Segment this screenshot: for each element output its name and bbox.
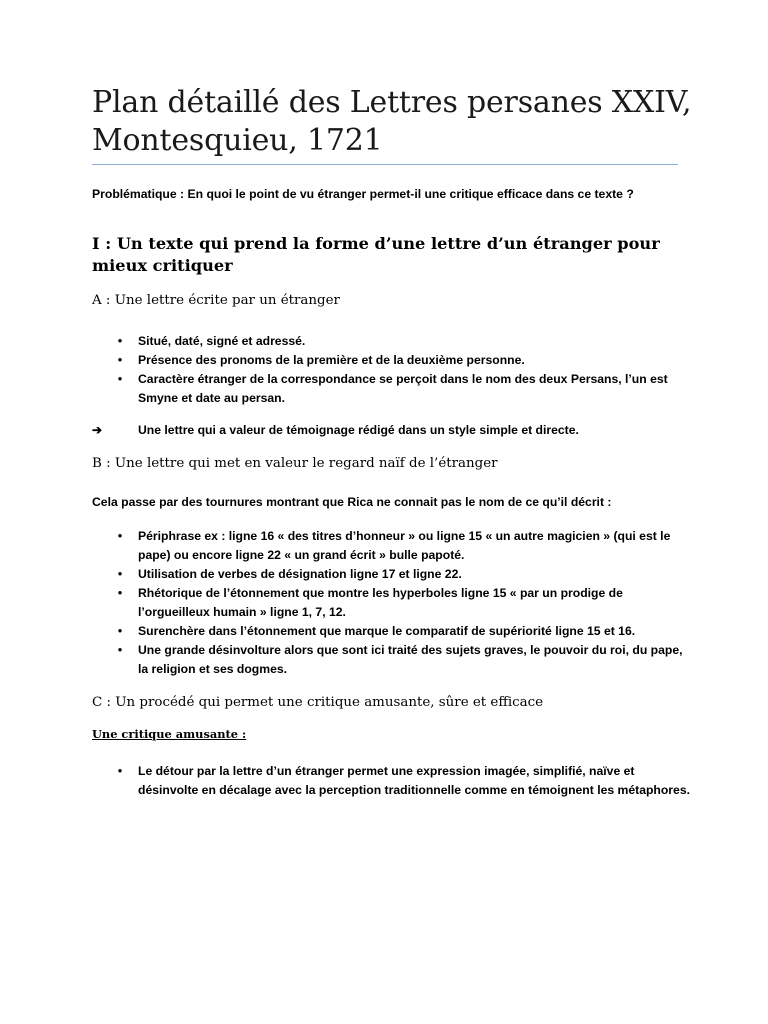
section-b-list bbox=[92, 527, 692, 679]
bullet-icon: • bbox=[117, 764, 123, 778]
bullet-icon: • bbox=[117, 353, 123, 367]
list-item: • Une grande désinvolture alors que sont ici traité des sujets graves, le pouvoir du roi, du pape, la religion et ses dogmes. bbox=[92, 641, 692, 679]
arrow-right-icon: ➔ bbox=[92, 423, 103, 437]
list-item: • Rhétorique de l’étonnement que montre les hyperboles ligne 15 « par un prodige de l’orgueilleux humain » ligne 1, 7, 12. bbox=[92, 584, 692, 622]
conclusion-text: Une lettre qui a valeur de témoignage rédigé dans un style simple et directe. bbox=[138, 423, 579, 437]
part1-heading: I : Un texte qui prend la forme d’une lettre d’un étranger pour mieux critiquer bbox=[92, 234, 660, 275]
bullet-icon: • bbox=[117, 567, 123, 581]
section-a-list bbox=[92, 332, 692, 408]
list-item: • Situé, daté, signé et adressé. bbox=[92, 332, 692, 351]
list-item: • Périphrase ex : ligne 16 « des titres d’honneur » ou ligne 15 « un autre magicien » (qui est le pape) ou encore ligne 22 « un grand écrit » bulle papoté. bbox=[92, 527, 692, 565]
bullet-icon: • bbox=[117, 334, 123, 348]
title-divider bbox=[92, 164, 678, 165]
bullet-icon: • bbox=[117, 624, 123, 638]
list-item: • Présence des pronoms de la première et de la deuxième personne. bbox=[92, 351, 692, 370]
list-item: • Surenchère dans l’étonnement que marque le comparatif de supériorité ligne 15 et 16. bbox=[92, 622, 692, 641]
problematique: Problématique : En quoi le point de vu étranger permet-il une critique efficace dans ce texte ? bbox=[92, 187, 634, 201]
page-title: Plan détaillé des Lettres persanes XXIV, Montesquieu, 1721 bbox=[92, 85, 692, 158]
section-a-heading: A : Une lettre écrite par un étranger bbox=[92, 293, 340, 308]
section-c-heading: C : Un procédé qui permet une critique amusante, sûre et efficace bbox=[92, 695, 544, 710]
bullet-icon: • bbox=[117, 529, 123, 543]
section-c-subheading: Une critique amusante : bbox=[92, 727, 247, 741]
list-item: • Utilisation de verbes de désignation ligne 17 et ligne 22. bbox=[92, 565, 692, 584]
bullet-icon: • bbox=[117, 586, 123, 600]
list-item: • Caractère étranger de la correspondance se perçoit dans le nom des deux Persans, l’un est Smyne et date au persan. bbox=[92, 370, 692, 408]
section-b-heading: B : Une lettre qui met en valeur le regard naïf de l’étranger bbox=[92, 456, 498, 471]
bullet-icon: • bbox=[117, 372, 123, 386]
list-item: • Le détour par la lettre d’un étranger permet une expression imagée, simplifié, naïve et désinvolte en décalage avec la perception traditionnelle comme en témoignent les métaphores. bbox=[92, 762, 692, 800]
bullet-icon: • bbox=[117, 643, 123, 657]
section-b-intro: Cela passe par des tournures montrant que Rica ne connait pas le nom de ce qu’il décrit : bbox=[92, 495, 612, 509]
section-c-list bbox=[92, 762, 692, 800]
